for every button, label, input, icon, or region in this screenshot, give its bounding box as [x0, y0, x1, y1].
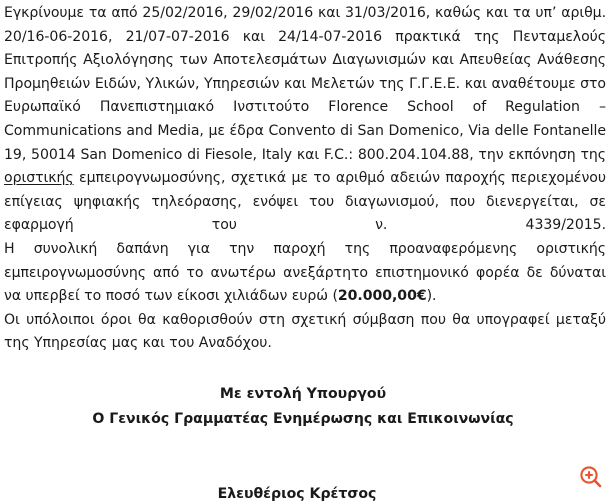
signature-title: Ο Γενικός Γραμματέας Ενημέρωσης και Επικοινωνίας	[92, 410, 514, 427]
text-run: ).	[426, 288, 437, 305]
paragraph-approval	[4, 2, 606, 238]
amount-value: 20.000,00€	[337, 288, 427, 305]
text-run: Εγκρίνουμε τα από 25/02/2016, 29/02/2016 και 31/03/2016, καθώς και τα υπ’ αριθμ. 20/16-06-2016, 21/07-07-2016 και 24/14-07-2016 πρακτικά της Πενταμελούς Επιτροπής Αξιολόγησης των Αποτελεσμάτων Διαγωνισμών και Απευθείας Ανάθεσης Προμηθειών Ειδών, Υλικών, Υπηρεσιών και Μελετών της Γ.Γ.Ε.Ε. και αναθέτουμε στο Ευρωπαϊκό Πανεπιστημιακό Ινστιτούτο Florence School of Regulation – Communications and Media, με έδρα Convento di San Domenico, Via delle Fontanelle 19, 50014 San Domenico di Fiesole, Italy και F.C.: 800.204.104.88, την εκπόνηση της	[4, 5, 606, 163]
paragraph-total-cost	[4, 238, 606, 309]
document-body	[4, 0, 606, 504]
signature-block	[4, 382, 606, 504]
paragraph-remaining-terms	[4, 309, 606, 356]
text-run: εμπειρογνωμοσύνης, σχετικά με το αριθμό αδειών παροχής περιεχομένου επίγειας ψηφιακής τηλεόρασης, ενόψει του διαγωνισμού, που διενεργείται, σε εφαρμογή του ν. 4339/2015.	[4, 170, 606, 234]
zoom-in-icon[interactable]	[578, 464, 604, 490]
text-run: Οι υπόλοιποι όροι θα καθορισθούν στη σχετική σύμβαση που θα υπογραφεί μεταξύ της Υπηρεσίας μας και του Αναδόχου.	[4, 311, 606, 352]
signer-name: Ελευθέριος Κρέτσος	[217, 485, 377, 502]
text-run-underlined: οριστικής	[4, 170, 74, 187]
signature-by-order: Με εντολή Υπουργού	[219, 385, 387, 402]
text-run: Η συνολική δαπάνη για την παροχή της προαναφερόμενης οριστικής εμπειρογνωμοσύνης από το ανωτέρω ανεξάρτητο επιστημονικό φορέα δε δύναται να υπερβεί το ποσό των είκοσι χιλιάδων ευρώ (	[4, 240, 606, 305]
